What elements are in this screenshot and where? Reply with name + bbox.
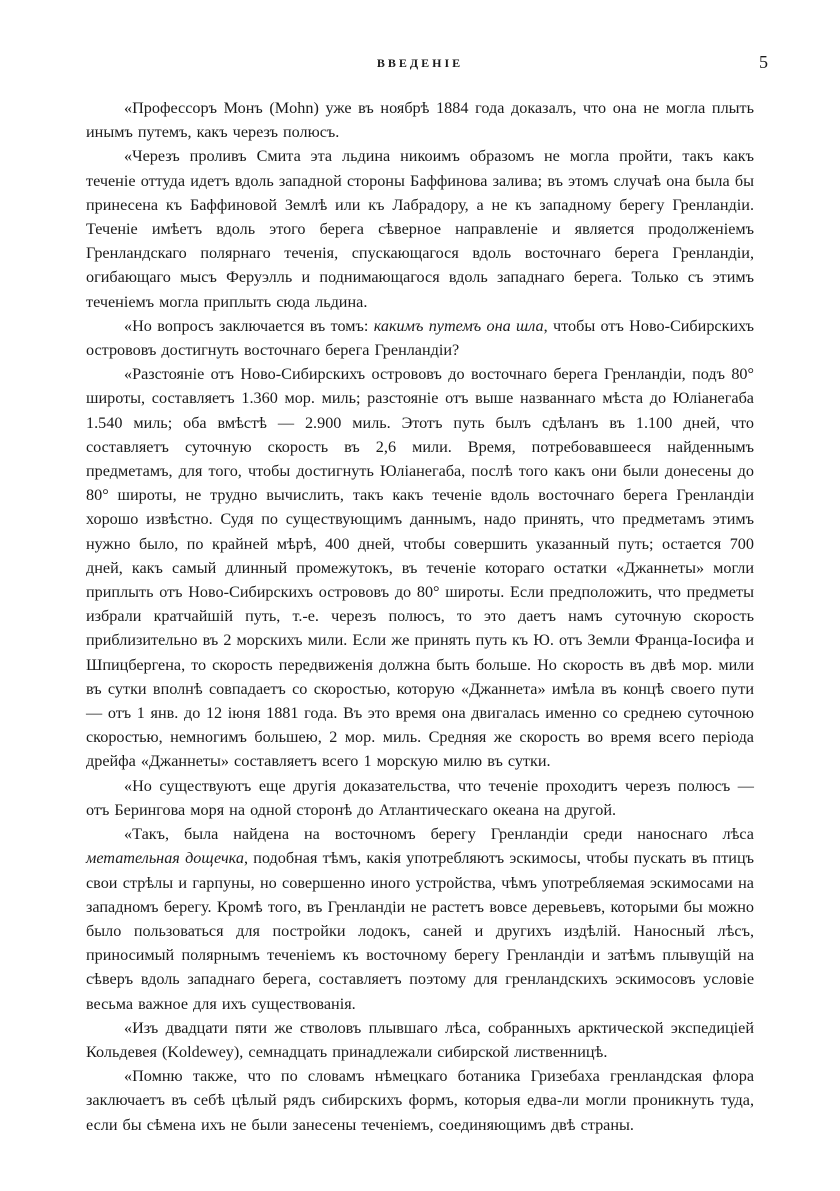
- paragraph-text: «Изъ двадцати пяти же стволовъ плывшаго лѣса, собранныхъ арктической экспедиціей Кольдевея (Koldewey), семнадцать принадлежали сибирской лиственницѣ.: [86, 1018, 754, 1061]
- paragraph-grisebach: [86, 1064, 754, 1137]
- paragraph-distance: [86, 362, 754, 773]
- paragraph-koldewey: [86, 1016, 754, 1064]
- paragraph-text: «Но вопросъ заключается въ томъ:: [124, 316, 374, 335]
- running-header-title: ВВЕДЕНІЕ: [376, 56, 464, 70]
- page-number: 5: [759, 52, 768, 72]
- paragraph-throwing-board: [86, 822, 754, 1016]
- paragraph-mohn: [86, 96, 754, 144]
- paragraph-text: «Такъ, была найдена на восточномъ берегу Гренландіи среди наноснаго лѣса: [124, 825, 754, 844]
- paragraph-text: «Профессоръ Монъ (Mohn) уже въ ноябрѣ 1884 года доказалъ, что она не могла плыть инымъ путемъ, какъ черезъ полюсъ.: [86, 99, 754, 142]
- body-text: [86, 96, 754, 1137]
- paragraph-text: , чтобы отъ Ново-Сибирскихъ острововъ достигнуть восточнаго берега Гренландіи?: [86, 316, 754, 360]
- paragraph-text: «Разстояніе отъ Ново-Сибирскихъ острововъ до восточнаго берега Гренландіи, подъ 80° широты, составляетъ 1.360 мор. миль; разстояніе отъ выше названнаго мѣста до Юліанегаба 1.540 миль; оба вмѣстѣ — 2.900 миль. Этотъ путь былъ сдѣланъ въ 1.100 дней, что составляетъ суточную скорость въ 2,6 мили. Время, потребовавшееся найденнымъ предметамъ, для того, чтобы достигнуть Юліанегаба, послѣ того какъ они были донесены до 80° широты, не трудно вычислить, такъ какъ теченіе вдоль восточнаго берега Гренландіи хорошо извѣстно. Судя по существующимъ даннымъ, надо принять, что предметамъ этимъ нужно было, по крайней мѣрѣ, 400 дней, чтобы совершить указанный путь; остается 700 дней, какъ самый длинный промежутокъ, въ теченіе котораго остатки «Джаннеты» могли приплыть отъ Ново-Сибирскихъ острововъ до 80° широты. Если предположить, что предметы избрали кратчайшій путь, т.-е. черезъ полюсъ, то это даетъ намъ суточную скорость приблизительно въ 2 морскихъ мили. Если же принять путь къ Ю. отъ Земли Франца-Іосифа и Шпицбергена, то скорость передвиженія должна быть больше. Но скорость въ двѣ мор. мили въ сутки вполнѣ совпадаетъ со скоростью, которую «Джаннета» имѣла въ концѣ своего пути — отъ 1 янв. до 12 іюня 1881 года. Въ это время она двигалась именно со среднею суточною скоростью, немногимъ большею, 2 мор. миль. Средняя же скорость во время всего періода дрейфа «Джаннеты» составляетъ всего 1 морскую милю въ сутки.: [86, 365, 754, 771]
- paragraph-smith-strait: [86, 144, 754, 313]
- paragraph-text: «Черезъ проливъ Смита эта льдина никоимъ образомъ не могла пройти, такъ какъ теченіе оттуда идетъ вдоль западной стороны Баффинова залива; въ этомъ случаѣ она была бы принесена къ Баффиновой Землѣ или къ Лабрадору, а не къ западному берегу Гренландіи. Теченіе имѣетъ вдоль этого берега сѣверное направленіе и является продолженіемъ Гренландскаго полярнаго теченія, спускающагося вдоль восточнаго берега Гренландіи, огибающаго мысъ Феруэлль и поднимающагося вдоль западнаго берега. Только съ этимъ теченіемъ могла приплыть сюда льдина.: [86, 147, 754, 311]
- paragraph-text: «Помню также, что по словамъ нѣмецкаго ботаника Гризебаха гренландская флора заключаетъ въ себѣ цѣлый рядъ сибирскихъ формъ, которыя едва-ли могли проникнуть туда, если бы сѣмена ихъ не были занесены теченіемъ, соединяющимъ двѣ страны.: [86, 1067, 754, 1134]
- paragraph-other-evidence: [86, 774, 754, 822]
- italic-phrase: какимъ путемъ она шла: [373, 316, 544, 335]
- italic-phrase: метательная дощечка: [86, 849, 244, 868]
- paragraph-text: , подобная тѣмъ, какія употребляютъ эскимосы, чтобы пускать въ птицъ свои стрѣлы и гарпуны, но совершенно иного устройства, чѣмъ употребляемая эскимосами на западномъ берегу. Кромѣ того, въ Гренландіи не растетъ вовсе деревьевъ, которыми бы можно было пользоваться для постройки лодокъ, саней и другихъ издѣлій. Наносный лѣсъ, приносимый полярнымъ теченіемъ къ восточному берегу Гренландіи и затѣмъ плывущій на сѣверъ вдоль западнаго берега, составляетъ поэтому для гренландскихъ эскимосовъ условіе весьма важное для ихъ существованія.: [86, 849, 754, 1013]
- paragraph-question: [86, 314, 754, 362]
- paragraph-text: «Но существуютъ еще другія доказательства, что теченіе проходитъ черезъ полюсъ — отъ Берингова моря на одной сторонѣ до Атлантическаго океана на другой.: [86, 776, 754, 819]
